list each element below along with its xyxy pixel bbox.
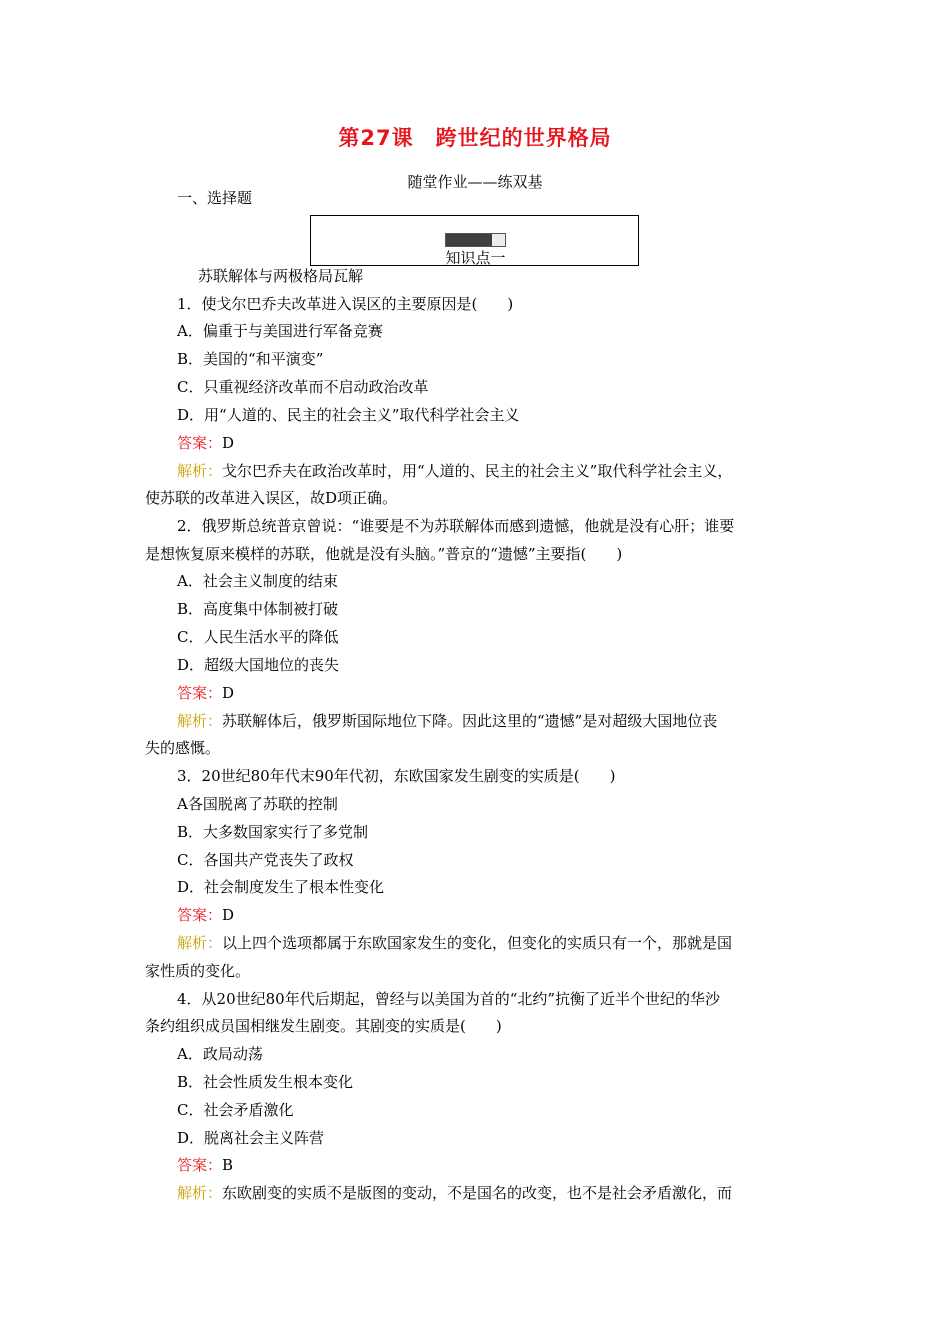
q2-stem-cont: 是想恢复原来模样的苏联，他就是没有头脑。”普京的“遗憾”主要指( ) [145,545,623,563]
q3-option-b: B．大多数国家实行了多党制 [177,823,369,841]
q2-analysis-cont: 失的感慨。 [145,739,221,757]
analysis-text: 戈尔巴乔夫在政治改革时，用“人道的、民主的社会主义”取代科学社会主义， [222,462,733,480]
q2-option-c: C．人民生活水平的降低 [177,628,339,646]
knowledge-point-box [310,215,639,266]
analysis-text: 东欧剧变的实质不是版图的变动，不是国名的改变，也不是社会矛盾激化，而 [222,1184,733,1202]
q2-option-b: B．高度集中体制被打破 [177,600,339,618]
answer-label: 答案： [177,1156,223,1174]
q3-stem: 3．20世纪80年代末90年代初，东欧国家发生剧变的实质是( ) [177,767,616,785]
answer-label: 答案： [177,434,223,452]
answer-value: D [222,434,235,452]
q3-analysis [177,933,732,953]
q1-analysis-cont: 使苏联的改革进入误区，故D项正确。 [145,489,398,507]
answer-label: 答案： [177,684,223,702]
q3-option-d: D．社会制度发生了根本性变化 [177,878,385,896]
q1-option-b: B．美国的“和平演变” [177,350,324,368]
lesson-number: 第27课 [338,126,414,150]
q1-answer [177,433,234,453]
q4-option-a: A．政局动荡 [177,1045,263,1063]
q4-answer [177,1155,233,1175]
q4-option-d: D．脱离社会主义阵营 [177,1129,325,1147]
q4-option-c: C．社会矛盾激化 [177,1101,294,1119]
page-title [0,122,950,152]
analysis-label: 解析： [177,1184,223,1202]
q3-analysis-cont: 家性质的变化。 [145,962,251,980]
lesson-name: 跨世纪的世界格局 [435,126,612,150]
analysis-label: 解析： [177,462,223,480]
answer-value: B [222,1156,234,1174]
q4-option-b: B．社会性质发生根本变化 [177,1073,354,1091]
q1-stem: 1．使戈尔巴乔夫改革进入误区的主要原因是( ) [177,295,514,313]
section-heading: 一、选择题 [177,189,253,207]
answer-value: D [222,684,235,702]
q2-analysis [177,711,717,731]
analysis-label: 解析： [177,712,223,730]
q2-option-d: D．超级大国地位的丧失 [177,656,340,674]
q2-option-a: A．社会主义制度的结束 [177,572,338,590]
answer-label: 答案： [177,906,223,924]
analysis-text: 以上四个选项都属于东欧国家发生的变化，但变化的实质只有一个，那就是国 [222,934,733,952]
q1-option-a: A．偏重于与美国进行军备竞赛 [177,322,383,340]
q4-analysis [177,1183,732,1203]
topic-heading: 苏联解体与两极格局瓦解 [198,267,364,285]
analysis-label: 解析： [177,934,223,952]
q4-stem: 4．从20世纪80年代后期起，曾经与以美国为首的“北约”抗衡了近半个世纪的华沙 [177,990,721,1008]
q3-option-c: C．各国共产党丧失了政权 [177,851,354,869]
q1-option-d: D．用“人道的、民主的社会主义”取代科学社会主义 [177,406,520,424]
knowledge-point-banner [445,233,506,247]
q1-analysis [177,461,732,481]
q4-stem-cont: 条约组织成员国相继发生剧变。其剧变的实质是( ) [145,1017,502,1035]
answer-value: D [222,906,235,924]
subtitle: 随堂作业——练双基 [407,173,543,191]
q1-option-c: C．只重视经济改革而不启动政治改革 [177,378,429,396]
knowledge-point-label: 知识点一 [445,249,506,267]
q2-answer [177,683,234,703]
q2-stem: 2．俄罗斯总统普京曾说：“谁要是不为苏联解体而感到遗憾，他就是没有心肝；谁要 [177,517,735,535]
q3-option-a: A各国脱离了苏联的控制 [177,795,338,813]
analysis-text: 苏联解体后，俄罗斯国际地位下降。因此这里的“遗憾”是对超级大国地位丧 [222,712,718,730]
q3-answer [177,905,234,925]
